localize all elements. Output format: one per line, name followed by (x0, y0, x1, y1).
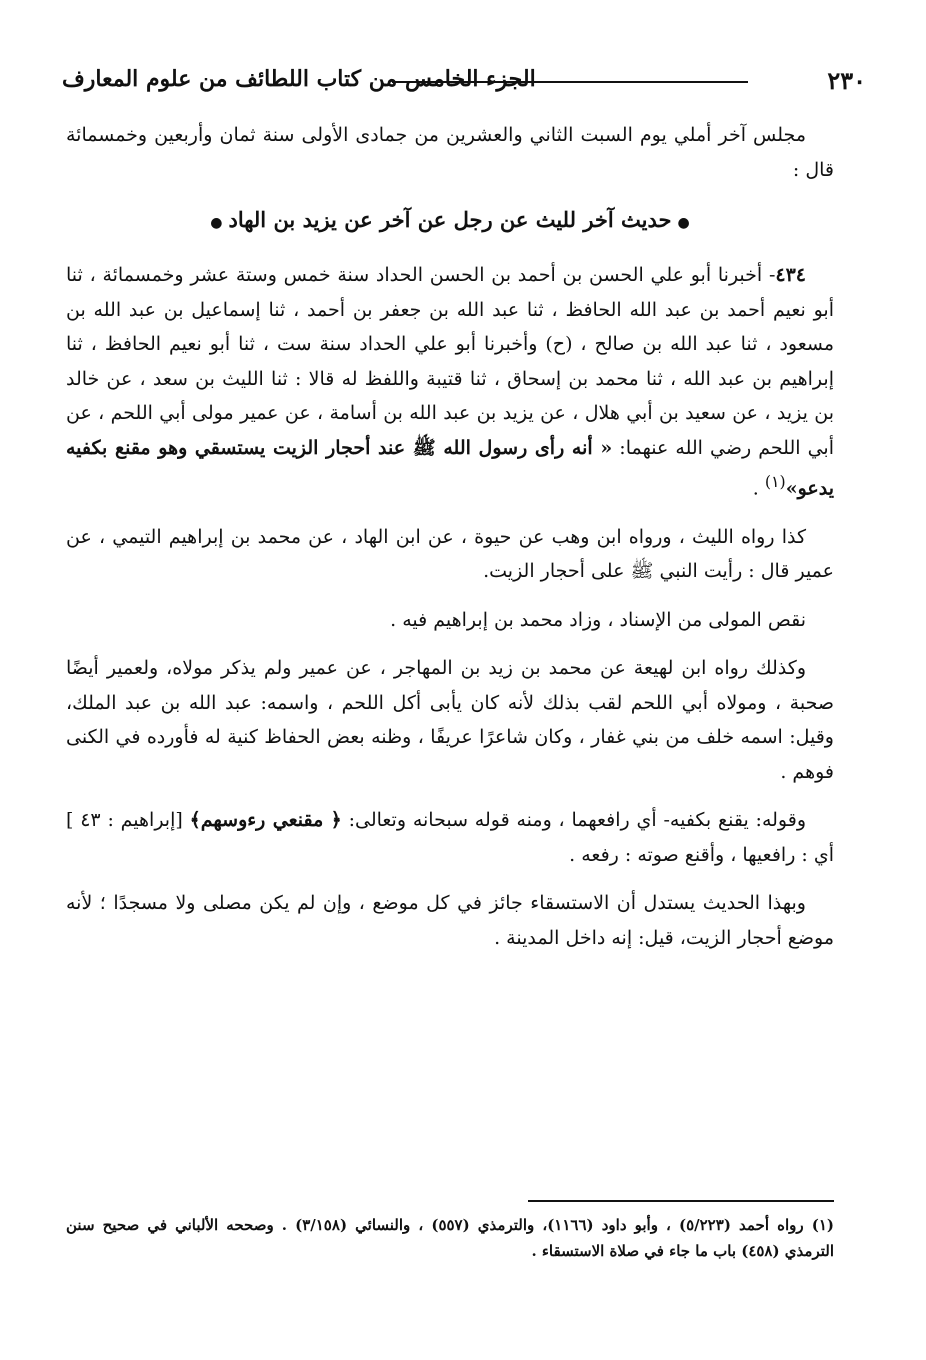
explanation-text: [إبراهيم : ٤٣ ] أي : رافعيها ، وأقنع صوته : رفعه . (66, 809, 834, 866)
running-header (62, 64, 866, 98)
footnote: (١) رواه أحمد (٥/٢٢٣) ، وأبو داود (١١٦٦)، والترمذي (٥٥٧) ، والنسائي (٣/١٥٨) . وصححه الألباني في صحيح سنن الترمذي (٤٥٨) باب ما جاء في صلاة الاستسقاء . (66, 1216, 834, 1260)
hadith-quote: « أنه رأى رسول الله ﷺ عند أحجار الزيت يستسقي وهو مقنع بكفيه يدعو» (66, 436, 834, 500)
commentary-paragraph: نقص المولى من الإسناد ، وزاد محمد بن إبراهيم فيه . (390, 608, 806, 631)
quran-quote: ﴿ مقنعي رءوسهم﴾ (189, 809, 342, 832)
explanation-paragraph (66, 803, 834, 872)
commentary-paragraph: وكذلك رواه ابن لهيعة عن محمد بن زيد بن المهاجر ، عن عمير ولم يذكر مولاه، ولعمير أيضًا صحبة ، ومولاه أبي اللحم لقب بذلك لأنه كان يأبى أكل اللحم ، واسمه: عبد الله بن عبد الملك، وقيل: اسمه خلف من بني غفار ، وكان شاعرًا عريفًا ، وظنه بعض الحفاظ كنية له فأورده في الكنى فوهم . (66, 657, 834, 783)
hadith-number: ٤٣٤ (775, 264, 806, 286)
hadith-chain: - أخبرنا أبو علي الحسن بن أحمد بن الحسن الحداد سنة خمس وستة عشر وخمسمائة ، ثنا أبو نعيم أحمد بن عبد الله الحافظ ، ثنا عبد الله بن جعفر بن أحمد ، ثنا إسماعيل بن عبد الله بن مسعود ، ثنا عبد الله بن صالح ، (ح) وأخبرنا أبو علي الحداد سنة ست ، ثنا أبو نعيم الحافظ ، ثنا إبراهيم بن عبد الله ، ثنا محمد بن إسحاق ، ثنا قتيبة واللفظ له قالا : ثنا الليث بن سعد ، عن خالد بن يزيد ، عن سعيد بن أبي هلال ، عن يزيد بن عبد الله بن أسامة ، عن عمير مولى أبي اللحم ، عن أبي اللحم رضي الله عنهما: (66, 264, 834, 459)
page-body (66, 118, 834, 969)
explanation-text: وقوله: يقنع بكفيه- أي رافعهما ، ومنه قوله سبحانه وتعالى: (348, 809, 807, 832)
section-heading-text: حديث آخر لليث عن رجل عن آخر عن يزيد بن الهاد (228, 207, 672, 232)
footnote-ref: (١) (764, 472, 786, 491)
running-title: الجزء الخامس من كتاب اللطائف من علوم المعارف (62, 66, 536, 92)
closing-paragraph: وبهذا الحديث يستدل أن الاستسقاء جائز في كل موضع ، وإن لم يكن مصلى ولا مسجدًا ؛ لأنه موضع أحجار الزيت، قيل: إنه داخل المدينة . (66, 892, 834, 949)
footnote-rule (528, 1200, 834, 1202)
commentary-paragraph: كذا رواه الليث ، ورواه ابن وهب عن حيوة ، عن ابن الهاد ، عن محمد بن إبراهيم التيمي ، عن عمير قال : رأيت النبي ﷺ على أحجار الزيت. (66, 525, 834, 583)
bullet-icon: ● (677, 215, 690, 231)
hadith-paragraph: ٤٣٤- أخبرنا أبو علي الحسن بن أحمد بن الحسن الحداد سنة خمس وستة عشر وخمسمائة ، ثنا أبو نعيم أحمد بن عبد الله الحافظ ، ثنا عبد الله بن جعفر بن أحمد ، ثنا إسماعيل بن عبد الله بن مسعود ، ثنا عبد الله بن صالح ، (ح) وأخبرنا أبو علي الحداد سنة ست ، ثنا أبو نعيم الحافظ ، ثنا إبراهيم بن عبد الله ، ثنا محمد بن إسحاق ، ثنا قتيبة واللفظ له قالا : ثنا الليث بن سعد ، عن خالد بن يزيد ، عن سعيد بن أبي هلال ، عن يزيد بن عبد الله بن أسامة ، عن عمير مولى أبي اللحم ، عن أبي اللحم رضي الله عنهما: « أنه رأى رسول الله ﷺ عند أحجار الزيت يستسقي وهو مقنع بكفيه يدعو»$^{(١)}$ . (66, 264, 834, 500)
intro-paragraph: مجلس آخر أملي يوم السبت الثاني والعشرين من جمادى الأولى سنة ثمان وأربعين وخمسمائة قال : (66, 124, 834, 181)
section-heading (66, 207, 834, 232)
page-number: ٢٣٠ (827, 66, 866, 95)
bullet-icon: ● (210, 215, 223, 231)
